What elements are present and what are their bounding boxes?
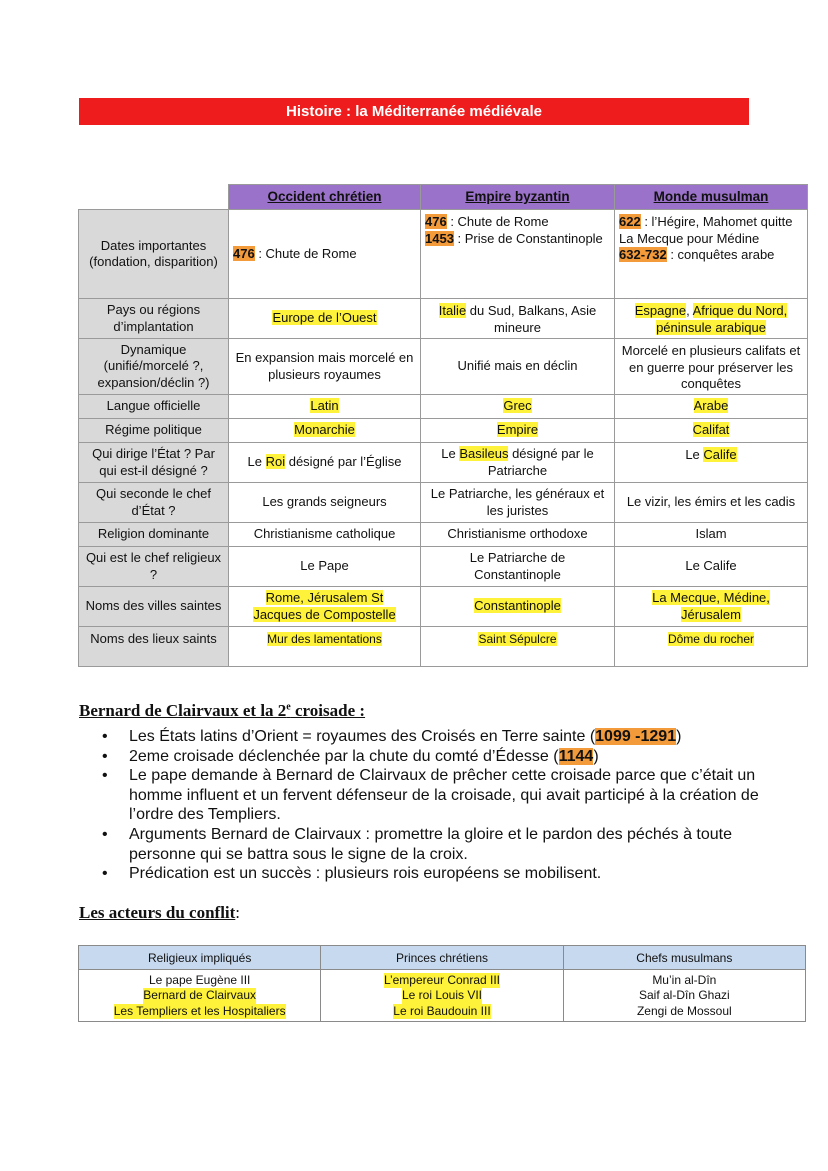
cell-text: : Prise de Constantinople	[453, 230, 603, 246]
cell-text: ,	[686, 303, 693, 318]
actor-name: Bernard de Clairvaux	[143, 988, 257, 1003]
table-header-row	[79, 946, 806, 970]
list-item	[102, 825, 762, 864]
cell: Les grands seigneurs	[229, 483, 421, 523]
header-occident: Occident chrétien	[229, 185, 421, 210]
highlight: Califat	[692, 422, 730, 438]
date-badge: 1453	[425, 230, 454, 246]
list-item	[102, 766, 762, 825]
table-row	[79, 395, 808, 419]
bullet-icon: •	[102, 825, 108, 843]
actors-table	[78, 945, 806, 1022]
bullet-list	[102, 727, 762, 884]
date-badge: 632-732	[619, 247, 667, 262]
cell	[615, 419, 808, 443]
cell-text: du Sud, Balkans, Asie mineure	[466, 303, 597, 335]
row-label: Régime politique	[79, 419, 229, 443]
header-byzance: Empire byzantin	[421, 185, 615, 210]
cell	[615, 395, 808, 419]
table-row	[79, 627, 808, 667]
header-chefs: Chefs musulmans	[563, 946, 805, 970]
cell-chefs	[563, 970, 805, 1022]
list-item	[102, 864, 762, 884]
cell-text: désigné par le Patriarche	[487, 446, 594, 478]
cell	[615, 299, 808, 339]
item-text: )	[593, 747, 599, 765]
cell: Unifié mais en déclin	[421, 339, 615, 395]
item-text: Prédication est un succès : plusieurs rois européens se mobilisent.	[129, 865, 602, 883]
item-text: )	[676, 728, 682, 745]
highlight: Latin	[310, 398, 339, 414]
date-badge: 1144	[558, 747, 594, 765]
item-text: Le pape demande à Bernard de Clairvaux de prêcher cette croisade parce que c’était un homme influent et un fervent défenseur de la croisade, qui avait participé à la création de l’ordre des Templiers.	[129, 767, 759, 824]
actor-name: Zengi de Mossoul	[636, 1003, 732, 1018]
row-label: Dates importantes (fondation, disparition)	[79, 210, 229, 299]
row-label: Qui dirige l’État ? Par qui est-il désigné ?	[79, 443, 229, 483]
row-label: Langue officielle	[79, 395, 229, 419]
title-text: croisade :	[290, 701, 366, 720]
cell	[229, 587, 421, 627]
table-row	[79, 443, 808, 483]
cell-text: : Chute de Rome	[446, 214, 549, 229]
highlight: Europe de l’Ouest	[272, 310, 377, 326]
date-badge: 476	[233, 245, 255, 261]
cell-text: Le	[441, 446, 460, 461]
cell	[229, 395, 421, 419]
section-title-acteurs	[79, 903, 240, 923]
table-row	[79, 419, 808, 443]
cell	[421, 419, 615, 443]
section-title-croisade	[79, 701, 365, 721]
header-islam: Monde musulman	[615, 185, 808, 210]
table-row	[79, 587, 808, 627]
table-row	[79, 547, 808, 587]
highlight: Empire	[496, 422, 539, 438]
cell-religieux	[79, 970, 321, 1022]
cell	[421, 210, 615, 299]
highlight: Mur des lamentations	[267, 632, 382, 646]
item-text: Arguments Bernard de Clairvaux : promettre la gloire et le pardon des péchés à toute personne qui se battra sous le signe de la croix.	[129, 825, 732, 863]
row-label: Pays ou régions d’implantation	[79, 299, 229, 339]
highlight: Rome, Jérusalem St	[265, 590, 384, 605]
list-item	[102, 727, 762, 747]
cell-text: : l’Hégire, Mahomet quitte La Mecque pour Médine	[619, 214, 793, 246]
highlight: Roi	[265, 454, 286, 470]
cell: Islam	[615, 523, 808, 547]
list-item	[102, 747, 762, 767]
cell	[229, 419, 421, 443]
title-text: Les acteurs du conflit	[79, 903, 236, 922]
actor-name: Le pape Eugène III	[148, 973, 251, 987]
cell	[229, 627, 421, 667]
bullet-icon: •	[102, 865, 108, 883]
highlight: Saint Sépulcre	[478, 632, 557, 646]
item-text: 2eme croisade déclenchée par la chute du comté d’Édesse (	[129, 747, 559, 765]
row-label: Dynamique (unifié/morcelé ?, expansion/déclin ?)	[79, 339, 229, 395]
table-row	[79, 339, 808, 395]
table-row	[79, 523, 808, 547]
cell	[615, 210, 808, 299]
header-princes: Princes chrétiens	[321, 946, 563, 970]
table-corner	[79, 185, 229, 210]
cell-text: Le	[685, 447, 704, 462]
highlight: Calife	[703, 447, 737, 462]
comparison-table	[78, 184, 808, 667]
cell	[615, 587, 808, 627]
actor-name: Les Templiers et les Hospitaliers	[113, 1003, 286, 1018]
highlight: La Mecque, Médine,	[652, 590, 770, 605]
highlight: Monarchie	[294, 422, 355, 438]
cell: En expansion mais morcelé en plusieurs royaumes	[229, 339, 421, 395]
highlight: péninsule arabique	[656, 319, 766, 335]
item-text: Les États latins d’Orient = royaumes des Croisés en Terre sainte (	[129, 728, 596, 745]
table-row	[79, 970, 806, 1022]
header-religieux: Religieux impliqués	[79, 946, 321, 970]
row-label: Noms des villes saintes	[79, 587, 229, 627]
highlight: Italie	[438, 303, 467, 318]
title-sup: e	[286, 701, 291, 713]
cell-text: Le	[247, 454, 266, 470]
highlight: Constantinople	[474, 598, 561, 614]
cell-princes	[321, 970, 563, 1022]
cell: Le Calife	[615, 547, 808, 587]
row-label: Qui est le chef religieux ?	[79, 547, 229, 587]
cell-text: désigné par l’Église	[285, 454, 402, 470]
page-title: Histoire : la Méditerranée médiévale	[79, 98, 749, 125]
cell: Le Pape	[229, 547, 421, 587]
highlight: Basileus	[459, 446, 509, 461]
highlight: Jérusalem	[681, 606, 741, 622]
cell: Le vizir, les émirs et les cadis	[615, 483, 808, 523]
cell: Morcelé en plusieurs califats et en guerre pour préserver les conquêtes	[615, 339, 808, 395]
cell	[229, 299, 421, 339]
row-label: Qui seconde le chef d’État ?	[79, 483, 229, 523]
cell: Le Patriarche de Constantinople	[421, 547, 615, 587]
highlight: Jacques de Compostelle	[253, 606, 396, 622]
cell: Le Patriarche, les généraux et les juristes	[421, 483, 615, 523]
date-badge: 476	[425, 214, 447, 229]
bullet-icon: •	[102, 767, 108, 785]
cell	[615, 627, 808, 667]
date-badge: 622	[619, 214, 641, 229]
cell	[229, 210, 421, 299]
cell: Christianisme orthodoxe	[421, 523, 615, 547]
cell	[421, 395, 615, 419]
cell: Christianisme catholique	[229, 523, 421, 547]
row-label: Religion dominante	[79, 523, 229, 547]
cell	[421, 443, 615, 483]
bullet-icon: •	[102, 747, 108, 765]
highlight: Grec	[503, 398, 532, 414]
cell	[615, 443, 808, 483]
highlight: Afrique du Nord,	[692, 303, 788, 318]
actor-name: L’empereur Conrad III	[383, 973, 501, 987]
title-text: Bernard de Clairvaux et la 2	[79, 701, 287, 720]
bullet-icon: •	[102, 728, 108, 745]
highlight: Dôme du rocher	[667, 632, 755, 646]
cell	[421, 587, 615, 627]
title-colon: :	[235, 903, 241, 922]
actor-name: Mu’in al-Dîn	[652, 973, 717, 987]
actor-name: Saif al-Dîn Ghazi	[638, 988, 730, 1003]
cell-text: : conquêtes arabe	[666, 247, 775, 262]
table-row	[79, 210, 808, 299]
cell	[421, 299, 615, 339]
date-badge: 1099 -1291	[595, 728, 677, 745]
actor-name: Le roi Baudouin III	[393, 1003, 491, 1018]
highlight: Espagne	[634, 303, 687, 318]
row-label: Noms des lieux saints	[79, 627, 229, 667]
actor-name: Le roi Louis VII	[401, 988, 483, 1003]
highlight: Arabe	[693, 398, 729, 414]
table-header-row	[79, 185, 808, 210]
cell	[229, 443, 421, 483]
cell	[421, 627, 615, 667]
table-row	[79, 299, 808, 339]
cell-text: : Chute de Rome	[254, 245, 357, 261]
table-row	[79, 483, 808, 523]
